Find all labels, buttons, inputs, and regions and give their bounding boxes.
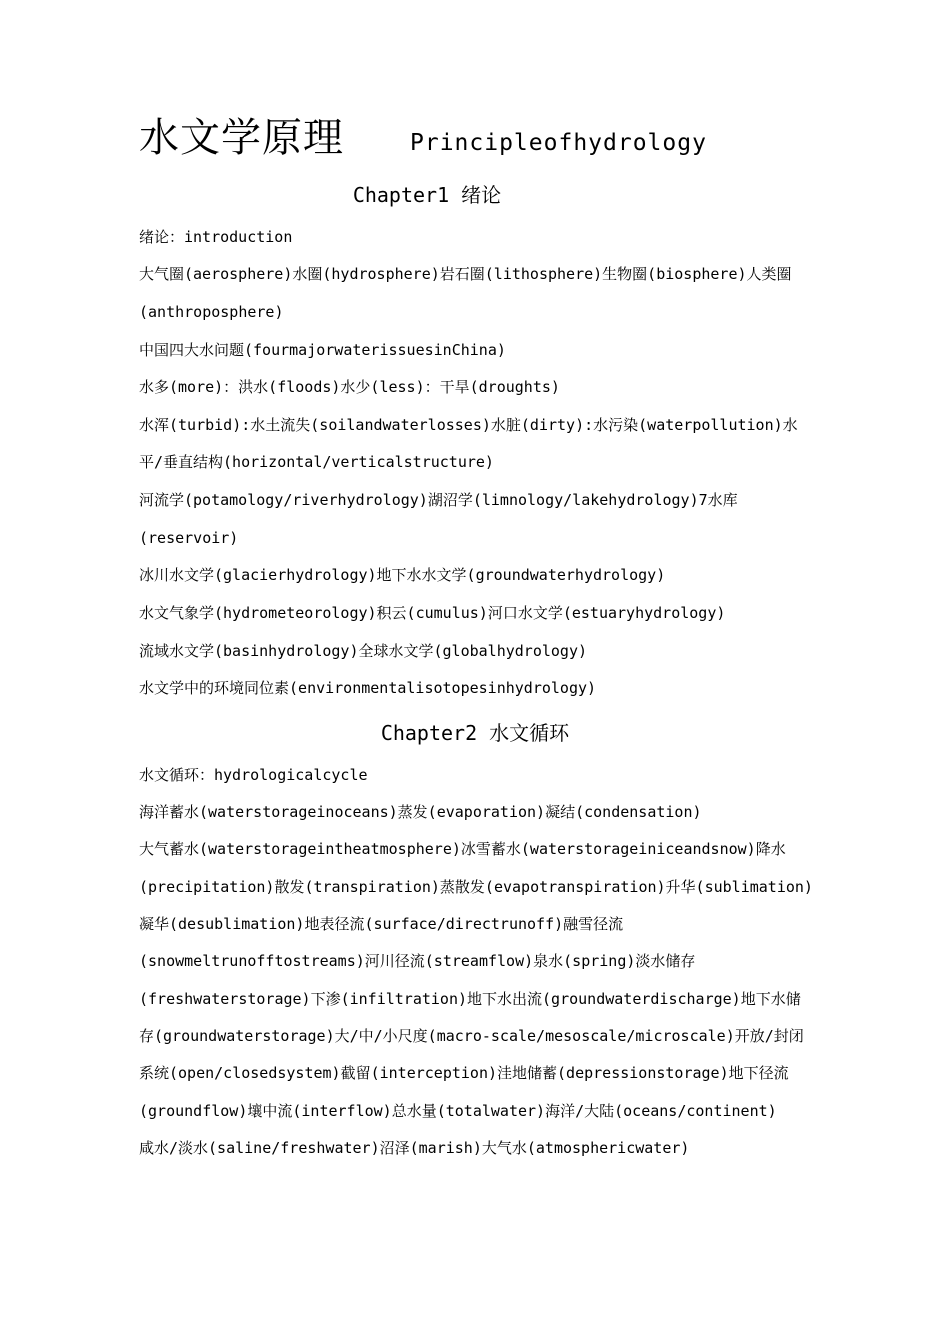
text-line: 中国四大水问题(fourmajorwaterissuesinChina) — [139, 341, 506, 359]
text-line: 咸水/淡水(saline/freshwater)沼泽(marish)大气水(atmosphericwater) — [139, 1139, 690, 1157]
chapter-2-heading: Chapter2 水文循环 — [380, 721, 570, 745]
text-line: 水浑(turbid):水土流失(soilandwaterlosses)水脏(dirty):水污染(waterpollution)水 — [139, 416, 798, 434]
text-line: 水文循环：hydrologicalcycle — [139, 766, 368, 784]
text-line: 水多(more)：洪水(floods)水少(less)：干旱(droughts) — [139, 378, 560, 396]
text-line: 大气蓄水(waterstorageintheatmosphere)冰雪蓄水(waterstorageiniceandsnow)降水 — [139, 840, 786, 858]
text-line: 冰川水文学(glacierhydrology)地下水水文学(groundwaterhydrology) — [139, 566, 666, 584]
text-line: 海洋蓄水(waterstorageinoceans)蒸发(evaporation)凝结(condensation) — [139, 803, 702, 821]
text-line: 存(groundwaterstorage)大/中/小尺度(macro-scale/mesoscale/microscale)开放/封闭 — [139, 1027, 804, 1045]
text-line: 流域水文学(basinhydrology)全球水文学(globalhydrology) — [139, 642, 588, 660]
text-line: 平/垂直结构(horizontal/verticalstructure) — [139, 453, 494, 471]
text-line: (freshwaterstorage)下渗(infiltration)地下水出流(groundwaterdischarge)地下水储 — [139, 990, 801, 1008]
text-line: (anthroposphere) — [139, 303, 284, 321]
text-line: 绪论：introduction — [139, 228, 293, 246]
text-line: 凝华(desublimation)地表径流(surface/directrunoff)融雪径流 — [139, 915, 624, 933]
text-line: 系统(open/closedsystem)截留(interception)洼地储蓄(depressionstorage)地下径流 — [139, 1064, 789, 1082]
text-line: (groundflow)壤中流(interflow)总水量(totalwater)海洋/大陆(oceans/continent) — [139, 1102, 777, 1120]
text-line: 大气圈(aerosphere)水圈(hydrosphere)岩石圈(lithosphere)生物圈(biosphere)人类圈 — [139, 265, 792, 283]
chapter-1-heading: Chapter1 绪论 — [352, 183, 502, 207]
document-title-chinese: 水文学原理 — [139, 115, 344, 161]
document-title-english: Principleofhydrology — [410, 130, 707, 156]
text-line: 水文气象学(hydrometeorology)积云(cumulus)河口水文学(estuaryhydrology) — [139, 604, 726, 622]
text-line: 水文学中的环境同位素(environmentalisotopesinhydrology) — [139, 679, 597, 697]
text-line: 河流学(potamology/riverhydrology)湖沼学(limnology/lakehydrology)7水库 — [139, 491, 738, 509]
text-line: (snowmeltrunofftostreams)河川径流(streamflow)泉水(spring)淡水储存 — [139, 952, 696, 970]
text-line: (reservoir) — [139, 529, 239, 547]
text-line: (precipitation)散发(transpiration)蒸散发(evapotranspiration)升华(sublimation) — [139, 878, 813, 896]
